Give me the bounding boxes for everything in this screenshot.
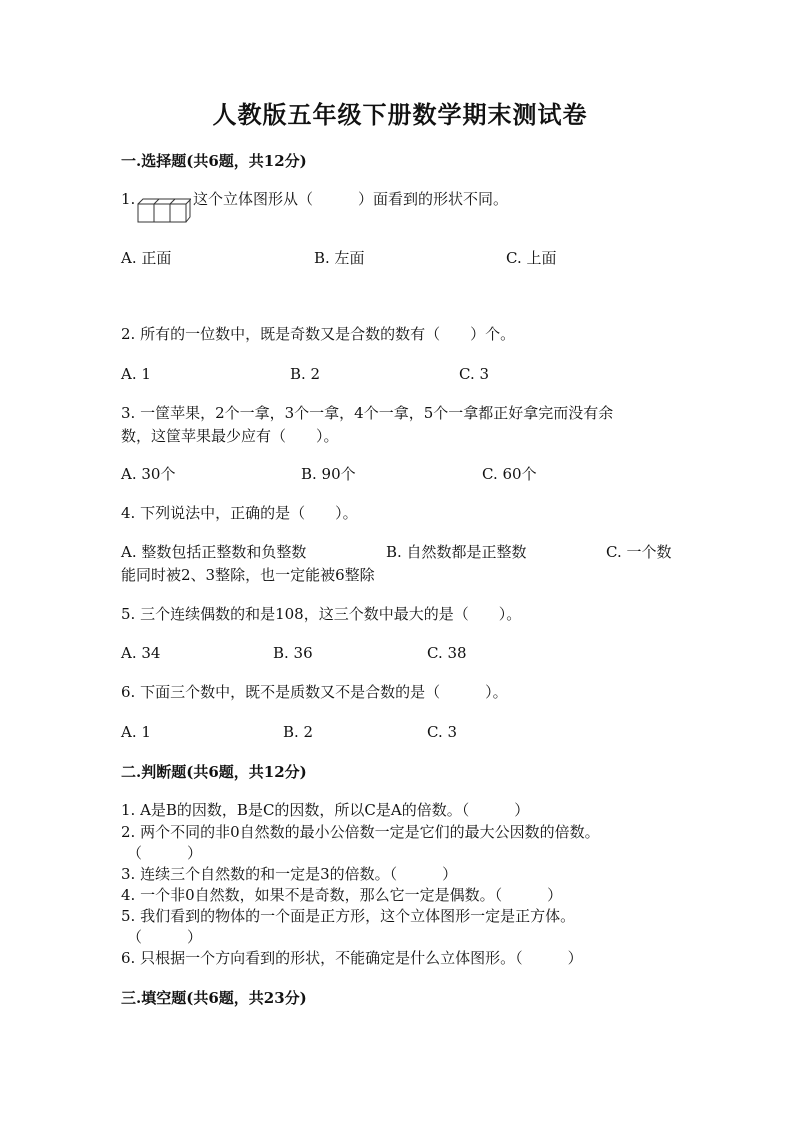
section-heading-multiple-choice: 一.选择题(共6题，共12分)	[121, 152, 307, 170]
judgment-line: 6. 只根据一个方向看到的形状，不能确定是什么立体图形。（ ）	[121, 949, 583, 967]
question-5-stem: 5. 三个连续偶数的和是108，这三个数中最大的是（ ）。	[121, 605, 522, 623]
question-1-stem: 这个立体图形从（ ）面看到的形状不同。	[193, 190, 509, 208]
question-6-option-c: C. 3	[427, 723, 458, 741]
question-4-option-b: B. 自然数都是正整数	[386, 543, 527, 561]
judgment-line: 4. 一个非0自然数，如果不是奇数，那么它一定是偶数。（ ）	[121, 886, 563, 904]
section-heading-true-false: 二.判断题(共6题，共12分)	[121, 763, 307, 781]
page-title: 人教版五年级下册数学期末测试卷	[212, 100, 588, 129]
question-2-stem: 2. 所有的一位数中，既是奇数又是合数的数有（ ）个。	[121, 325, 516, 343]
judgment-line: 2. 两个不同的非0自然数的最小公倍数一定是它们的最大公因数的倍数。	[121, 823, 600, 841]
question-5-option-c: C. 38	[427, 644, 467, 662]
question-6-option-b: B. 2	[283, 723, 314, 741]
judgment-line: 1. A是B的因数，B是C的因数，所以C是A的倍数。（ ）	[121, 801, 530, 819]
question-3-option-b: B. 90个	[301, 465, 356, 483]
question-2-option-b: B. 2	[290, 365, 321, 383]
question-6-option-a: A. 1	[121, 723, 151, 741]
question-2-option-a: A. 1	[121, 365, 151, 383]
question-1-number: 1.	[121, 190, 136, 208]
judgment-line: 3. 连续三个自然数的和一定是3的倍数。（ ）	[121, 865, 458, 883]
question-1-option-c: C. 上面	[506, 249, 557, 267]
question-2-option-c: C. 3	[459, 365, 490, 383]
question-4-option-c: C. 一个数	[606, 543, 672, 561]
question-4-option-c-continued: 能同时被2、3整除，也一定能被6整除	[121, 566, 375, 584]
question-1-option-a: A. 正面	[121, 249, 172, 267]
question-3-option-c: C. 60个	[482, 465, 537, 483]
judgment-line: （ ）	[127, 844, 203, 862]
judgment-line: 5. 我们看到的物体的一个面是正方形，这个立体图形一定是正方体。	[121, 907, 576, 925]
section-heading-fill-in: 三.填空题(共6题，共23分)	[121, 989, 307, 1007]
question-3-stem-line-2: 数，这筐苹果最少应有（ ）。	[121, 427, 339, 445]
question-1-option-b: B. 左面	[314, 249, 365, 267]
question-3-option-a: A. 30个	[121, 465, 176, 483]
question-5-option-a: A. 34	[121, 644, 161, 662]
question-4-option-a: A. 整数包括正整数和负整数	[121, 543, 307, 561]
question-5-option-b: B. 36	[273, 644, 313, 662]
question-6-stem: 6. 下面三个数中，既不是质数又不是合数的是（ ）。	[121, 683, 508, 701]
question-4-stem: 4. 下列说法中，正确的是（ ）。	[121, 504, 358, 522]
judgment-line: （ ）	[127, 928, 203, 946]
question-3-stem-line-1: 3. 一筐苹果，2个一拿，3个一拿，4个一拿，5个一拿都正好拿完而没有余	[121, 404, 614, 422]
three-cubes-figure	[137, 197, 191, 227]
